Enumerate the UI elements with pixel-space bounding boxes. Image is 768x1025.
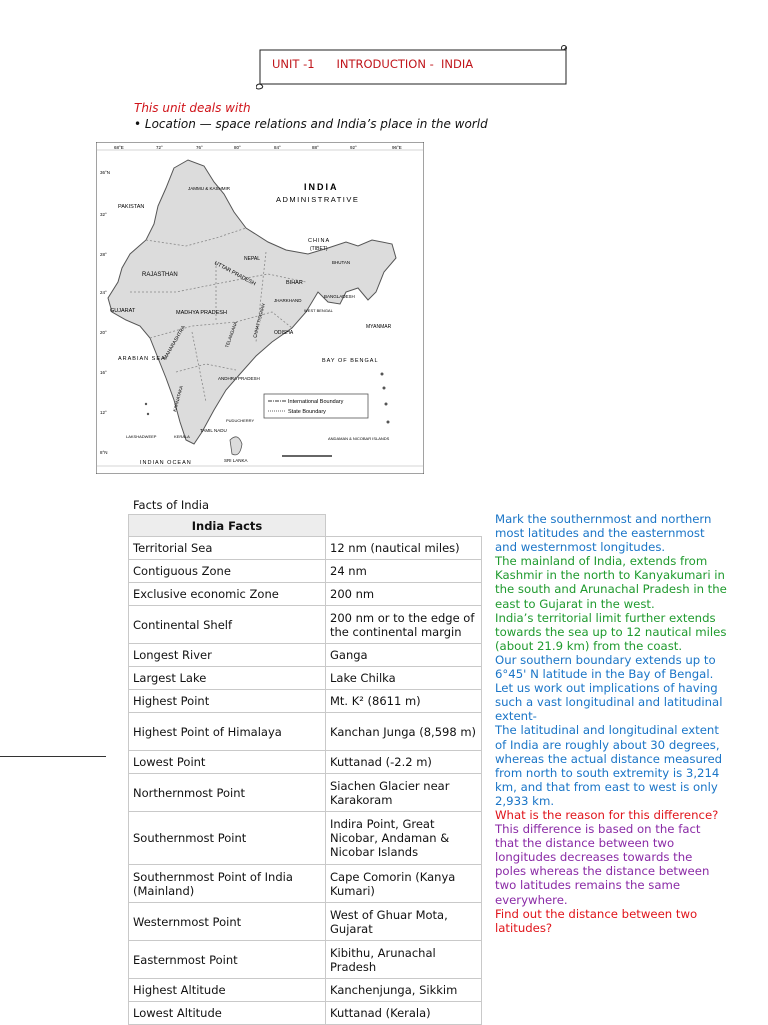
map-subtitle: ADMINISTRATIVE: [276, 195, 360, 204]
region-jharkhand: JHARKHAND: [274, 298, 302, 303]
lon-tick: 72°: [156, 145, 163, 150]
region-bihar: BIHAR: [286, 280, 303, 286]
fact-label: Territorial Sea: [129, 537, 326, 560]
sea-arabian: ARABIAN SEA: [118, 356, 166, 362]
lat-tick: 32°: [100, 212, 107, 217]
lon-tick: 80°: [234, 145, 241, 150]
region-nepal: NEPAL: [244, 256, 261, 262]
region-sri-lanka: SRI LANKA: [224, 458, 248, 463]
fact-label: Highest Point: [129, 690, 326, 713]
unit-intro-heading: This unit deals with: [134, 101, 251, 115]
region-tamil-nadu: TAMIL NADU: [200, 428, 227, 433]
region-west-bengal: WEST BENGAL: [304, 308, 333, 313]
fact-value: Indira Point, Great Nicobar, Andaman & Nicobar Islands: [326, 812, 482, 865]
region-lakshadweep: LAKSHADWEEP: [126, 434, 157, 439]
lat-tick: 16°: [100, 370, 107, 375]
table-row: [129, 667, 482, 690]
note-paragraph: The mainland of India, extends from Kashmir in the north to Kanyakumari in the south and Arunachal Pradesh in the east to Gujarat in the west.: [495, 554, 727, 611]
unit-intro-bullet: • Location — space relations and India’s place in the world: [134, 117, 488, 131]
table-row: [129, 812, 482, 865]
fact-label: Longest River: [129, 644, 326, 667]
lat-tick: 12°: [100, 410, 107, 415]
region-bhutan: BHUTAN: [332, 260, 351, 265]
fact-value: Kuttanad (-2.2 m): [326, 751, 482, 774]
lon-tick: 68°E: [114, 145, 124, 150]
note-paragraph: The latitudinal and longitudinal extent of India are roughly about 30 degrees, whereas the actual distance measured from north to south extremity is 3,214 km, and that from east to west is only 2,933 km.: [495, 723, 723, 808]
sea-indian-ocean: INDIAN OCEAN: [140, 460, 192, 466]
note-paragraph: Mark the southernmost and northern most latitudes and the easternmost and westernmost longitudes.: [495, 512, 712, 555]
region-pakistan: PAKISTAN: [118, 204, 145, 210]
region-kerala: KERALA: [174, 434, 190, 439]
fact-label: Lowest Altitude: [129, 1002, 326, 1025]
note-paragraph: What is the reason for this difference?: [495, 807, 719, 822]
lon-tick: 76°: [196, 145, 203, 150]
table-row: [129, 690, 482, 713]
table-row: [129, 606, 482, 644]
fact-label: Southernmost Point of India (Mainland): [129, 865, 326, 903]
table-row: [129, 774, 482, 812]
fact-label: Largest Lake: [129, 667, 326, 690]
fact-value: 200 nm: [326, 583, 482, 606]
region-madhya-pradesh: MADHYA PRADESH: [176, 310, 227, 316]
note-paragraph: Our southern boundary extends up to 6°45' N latitude in the Bay of Bengal.: [495, 652, 716, 682]
map-title: INDIA: [304, 182, 339, 192]
fact-label: Easternmost Point: [129, 941, 326, 979]
sea-bay-of-bengal: BAY OF BENGAL: [322, 358, 379, 364]
fact-value: Cape Comorin (Kanya Kumari): [326, 865, 482, 903]
region-myanmar: MYANMAR: [366, 324, 392, 330]
lon-tick: 88°: [312, 145, 319, 150]
lon-tick: 84°: [274, 145, 281, 150]
note-paragraph: India’s territorial limit further extends towards the sea up to 12 nautical miles (about 21.9 km) from the coast.: [495, 610, 727, 653]
lon-tick: 92°: [350, 145, 357, 150]
fact-label: Highest Altitude: [129, 979, 326, 1002]
table-row: [129, 560, 482, 583]
table-row: [129, 537, 482, 560]
region-jammu-kashmir: JAMMU & KASHMIR: [188, 186, 231, 191]
fact-label: Contiguous Zone: [129, 560, 326, 583]
region-telangana: TELANGANA: [224, 321, 239, 349]
region-bangladesh: BANGLADESH: [324, 294, 355, 299]
fact-value: Siachen Glacier near Karakoram: [326, 774, 482, 812]
region-maharashtra: MAHARASHTRA: [162, 324, 187, 361]
fact-value: West of Ghuar Mota, Gujarat: [326, 903, 482, 941]
fact-label: Northernmost Point: [129, 774, 326, 812]
margin-rule: [0, 756, 106, 757]
table-row: [129, 865, 482, 903]
table-row: [129, 751, 482, 774]
fact-value: 24 nm: [326, 560, 482, 583]
fact-value: Kibithu, Arunachal Pradesh: [326, 941, 482, 979]
region-andaman-nicobar: ANDAMAN & NICOBAR ISLANDS: [328, 436, 390, 441]
fact-label: Southernmost Point: [129, 812, 326, 865]
region-puducherry: PUDUCHERRY: [226, 418, 255, 423]
region-andhra-pradesh: ANDHRA PRADESH: [218, 376, 260, 381]
region-rajasthan: RAJASTHAN: [142, 272, 178, 278]
fact-value: Kanchenjunga, Sikkim: [326, 979, 482, 1002]
note-paragraph: This difference is based on the fact that the distance between two longitudes decreases towards the poles whereas the distance between two latitudes remains the same everywhere.: [495, 822, 710, 907]
table-row: [129, 903, 482, 941]
region-tibet: (TIBET): [310, 246, 328, 252]
lat-tick: 28°: [100, 252, 107, 257]
fact-label: Westernmost Point: [129, 903, 326, 941]
fact-value: 200 nm or to the edge of the continental margin: [326, 606, 482, 644]
notes-column: [495, 512, 727, 935]
note-paragraph: Let us work out implications of having such a vast longitudinal and latitudinal extent-: [495, 681, 723, 724]
facts-caption: Facts of India: [133, 498, 210, 512]
lon-tick: 96°E: [392, 145, 402, 150]
table-row: [129, 1002, 482, 1025]
table-row: [129, 644, 482, 667]
fact-label: Continental Shelf: [129, 606, 326, 644]
fact-label: Exclusive economic Zone: [129, 583, 326, 606]
table-row: [129, 583, 482, 606]
legend-state: State Boundary: [288, 409, 326, 415]
lat-tick: 8°N: [100, 450, 108, 455]
unit-title: UNIT -1 INTRODUCTION - INDIA: [272, 57, 474, 71]
note-paragraph: Find out the distance between two latitudes?: [495, 906, 698, 935]
region-uttar-pradesh: UTTAR PRADESH: [213, 260, 257, 288]
region-karnataka: KARNATAKA: [172, 385, 184, 413]
fact-value: Lake Chilka: [326, 667, 482, 690]
india-facts-table: [128, 514, 482, 1025]
table-header-cell: India Facts: [129, 515, 326, 537]
fact-value: Ganga: [326, 644, 482, 667]
lat-tick: 24°: [100, 290, 107, 295]
lat-tick: 36°N: [100, 170, 111, 175]
table-row: [129, 941, 482, 979]
legend-international: International Boundary: [288, 399, 344, 405]
table-row: [129, 979, 482, 1002]
table-header-row: [129, 515, 482, 537]
table-row: [129, 713, 482, 751]
fact-label: Highest Point of Himalaya: [129, 713, 326, 751]
india-administrative-map: [96, 142, 424, 474]
region-china: CHINA: [308, 238, 331, 244]
lat-tick: 20°: [100, 330, 107, 335]
fact-value: Kanchan Junga (8,598 m): [326, 713, 482, 751]
fact-value: Mt. K² (8611 m): [326, 690, 482, 713]
fact-label: Lowest Point: [129, 751, 326, 774]
region-chhattisgarh: CHHATTISGARH: [252, 302, 267, 339]
region-odisha: ODISHA: [274, 330, 294, 336]
region-gujarat: GUJARAT: [110, 308, 136, 314]
fact-value: 12 nm (nautical miles): [326, 537, 482, 560]
fact-value: Kuttanad (Kerala): [326, 1002, 482, 1025]
